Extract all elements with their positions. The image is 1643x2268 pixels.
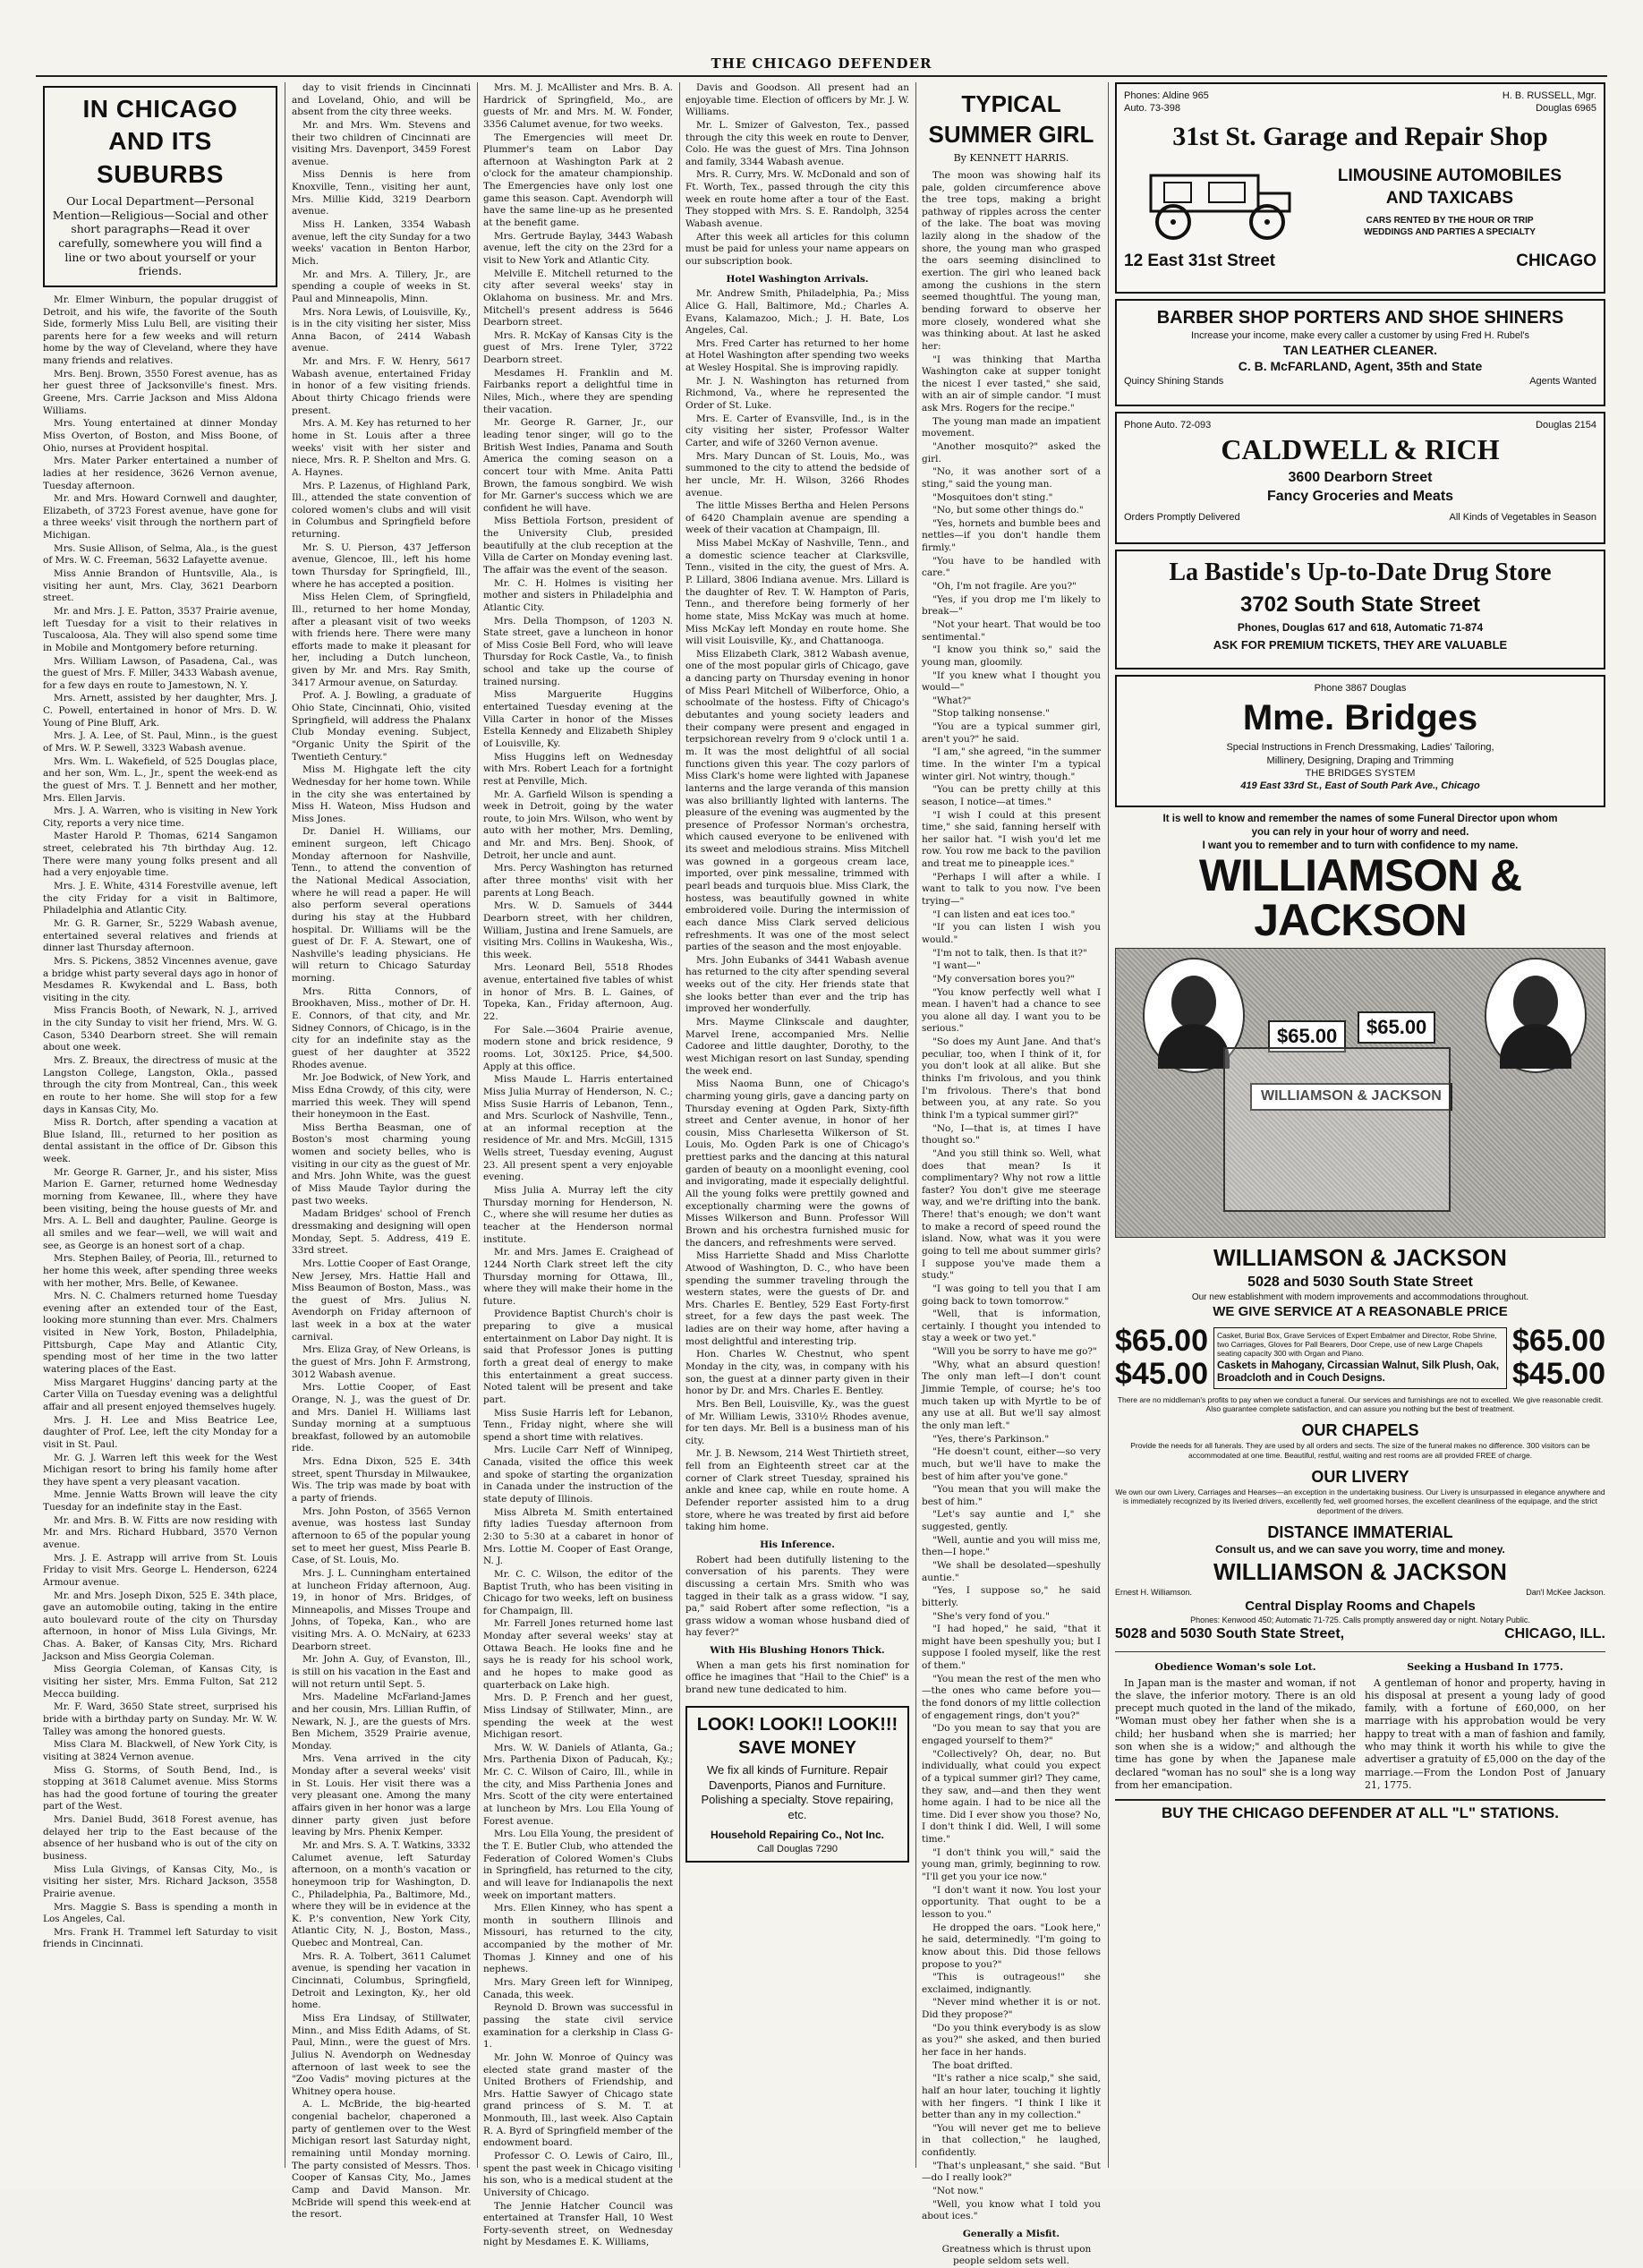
news-paragraph: Mr. George R. Garner, Jr., and his sister, Miss Marion E. Garner, returned home Wednesday morning from Kewanee, Ill., where they have been visiting, being the house guests of Mr. and Mrs. A. L. Bell and daughter, Pauline. George is all smiles and we fear—well, we will wait and see, as George is an honest sort of a chap. (43, 1166, 277, 1251)
news-paragraph: Mrs. Mater Parker entertained a number of ladies at her residence, 3626 Vernon avenue, Tuesday afternoon. (43, 456, 277, 491)
section-subhead: Our Local Department—Personal Mention—Religious—Social and other short paragraphs—Read it over carefully, somewhere you will find a line or two about yourself or your friends. (52, 194, 268, 278)
story-paragraph: "She's very fond of you." (932, 1610, 1050, 1622)
column-1 (43, 82, 277, 2168)
news-paragraph: Mr. Elmer Winburn, the popular druggist of Detroit, and his wife, the favorite of the South Side, formerly Miss Lulu Bell, are visiting their parents here for a few weeks and will return home by the way of Cleveland, where they have many friends and relatives. (43, 294, 277, 367)
column-4-body (685, 82, 909, 269)
news-paragraph: Mrs. Stephen Bailey, of Peoria, Ill., returned to her home this week, after spending three weeks with her mother, Mrs. Belle, of Kewanee. (43, 1253, 277, 1289)
news-paragraph: Mr. and Mrs. Howard Cornwell and daughter, Elizabeth, of 3723 Forest avenue, have gone for a three weeks' visit through the northern part of Michigan. (43, 493, 277, 541)
news-paragraph: Miss Huggins left on Wednesday with Mrs. Robert Leach for a fortnight rest at Penville, Mich. (483, 751, 673, 787)
news-paragraph: Mrs. Gertrude Baylay, 3443 Wabash avenue, left the city on the 23rd for a visit to New York and Atlantic City. (483, 230, 673, 266)
story-paragraph: "Yes, there's Parkinson." (932, 1433, 1050, 1445)
ad-subheadline: SAVE MONEY (738, 1737, 856, 1758)
news-paragraph: Mrs. J. L. Cunningham entertained at luncheon Friday afternoon, Aug. 19, in honor of Mrs. Bridges, of Minneapolis, and Misses Troupe and Johns, of Topeka, Kan., who are visiting Mrs. A. O. McNairy, at 6233 Dearborn street. (292, 1567, 471, 1652)
news-paragraph: Mrs. P. Lazenus, of Highland Park, Ill., attended the state convention of colored women's clubs and will visit in Columbus and Springfield before returning. (292, 480, 471, 541)
wj-intro-3: I want you to remember and to turn with confidence to my name. (1202, 840, 1519, 851)
story-paragraph: "I want—" (932, 960, 981, 972)
story-paragraph: "If you can listen I wish you would." (922, 922, 1101, 945)
labastide-phones: Phones, Douglas 617 and 618, Automatic 71-874 (1237, 620, 1484, 634)
wj-final-city: CHICAGO, ILL. (1504, 1626, 1605, 1642)
news-paragraph: Mrs. J. E. White, 4314 Forestville avenue, left the city Friday for a visit in Baltimore, Philadelphia and Atlantic City. (43, 881, 277, 917)
news-paragraph: Mrs. Ellen Kinney, who has spent a month in southern Illinois and Missouri, has returned to the city, accompanied by the mother of Mr. Thomas J. Kinney and one of his nephews. (483, 1903, 673, 1975)
story-paragraph: "Well, auntie and you will miss me, then—I hope." (922, 1534, 1101, 1558)
news-paragraph: Mr. Farrell Jones returned home last Monday after several weeks' stay at Ottawa Beach. He looks fine and he says he is ready for his school work, and he hopes to make good as quarterback on Lake high. (483, 1618, 673, 1691)
williamson-jackson-ad (1115, 813, 1605, 1644)
masthead: THE CHICAGO DEFENDER (711, 55, 932, 72)
news-paragraph: Madam Bridges' school of French dressmaking and designing will open Monday, Sept. 5. Address, 419 E. 33rd street. (292, 1208, 471, 1257)
garage-line-4: WEDDINGS AND PARTIES A SPECIALTY (1364, 227, 1536, 238)
story-paragraph: "Well, that is information, certainly. I thought you intended to stay a week or two yet." (922, 1309, 1101, 1344)
column-4-body-2 (685, 288, 909, 1534)
news-paragraph: Mrs. Z. Breaux, the directress of music at the Langston College, Langston, Okla., passed through the city from Montreal, Can., this week en route to her home. She will stop for a few days in Kansas City, Mo. (43, 1055, 277, 1115)
news-paragraph: Mrs. Leonard Bell, 5518 Rhodes avenue, entertained five tables of whist in honor of Mrs. B. L. Gaines, of Topeka, Kan., Friday afternoon, Aug. 22. (483, 962, 673, 1023)
bridges-phone: Phone 3867 Douglas (1314, 683, 1407, 694)
barber-shop-ad (1115, 299, 1605, 406)
column-4 (685, 82, 909, 2168)
column-5 (922, 82, 1101, 2267)
wj-intro-1: It is well to know and remember the names of some Funeral Director upon whom (1162, 814, 1558, 824)
garage-city: CHICAGO (1516, 251, 1596, 270)
story-paragraph: "I am," she agreed, "in the summer time. In the winter I'm a typical winter girl. Not wintry, though." (922, 746, 1101, 782)
wj-central: Central Display Rooms and Chapels (1245, 1599, 1476, 1615)
building-sign: WILLIAMSON & JACKSON (1250, 1083, 1452, 1111)
news-paragraph: Mr. and Mrs. James E. Craighead of 1244 North Clark street left the city Thursday morning for Ottawa, Ill., where they will make their home in the future. (483, 1247, 673, 1307)
story-paragraph: "That's unpleasant," she said. "But—do I really look?" (922, 2160, 1101, 2184)
garage-name: 31st St. Garage and Repair Shop (1172, 121, 1548, 151)
news-paragraph: The little Misses Bertha and Helen Persons of 6420 Champlain avenue are spending a week of their vacation at Champaign, Ill. (685, 500, 909, 536)
column-divider (915, 82, 916, 2168)
story-paragraph: "I know you think so," said the young man, gloomily. (922, 644, 1101, 668)
news-paragraph: The Jennie Hatcher Council was entertained at Transfer Hall, 10 West Forty-seventh street, on Wednesday night by Mesdames E. K. Williams, (483, 2200, 673, 2248)
news-paragraph: Mr. Joe Bodwick, of New York, and Miss Edna Crowdy, of this city, were married this week. They will spend their honeymoon in the East. (292, 1072, 471, 1121)
column-2 (292, 82, 471, 2221)
story-title: TYPICAL SUMMER GIRL (928, 90, 1094, 148)
story-paragraph: "And you still think so. Well, what does that mean? Is it complimentary? Why not row a little faster? You don't give me steerage way, and we're drifting into the bank. There! that's enough; we don't want to make a record of speed round the island. Now, what was it you were going to tell me about summer girls? I suppose you've made them a study." (922, 1147, 1101, 1282)
news-paragraph: Davis and Goodson. All present had an enjoyable time. Election of officers by Mr. J. W. Williams. (685, 82, 909, 118)
caldwell-address: 3600 Dearborn Street (1288, 469, 1433, 485)
story-paragraph: "Another mosquito?" asked the girl. (922, 440, 1101, 465)
caldwell-line: Fancy Groceries and Meats (1266, 488, 1454, 504)
news-paragraph: Mr. G. R. Garner, Sr., 5229 Wabash avenue, entertained several relatives and friends at dinner last Thursday afternoon. (43, 917, 277, 954)
news-paragraph: Miss Albreta M. Smith entertained fifty ladies Tuesday afternoon from 2:30 to 5:30 at a cabaret in honor of Mrs. Lottie M. Cooper of East Orange, N. J. (483, 1506, 673, 1567)
wj-name-2: WILLIAMSON & JACKSON (1213, 1243, 1507, 1271)
story-paragraph: The moon was showing half its pale, golden circumference above the tree tops, making a bright pathway of ripples across the center of the lake. The boat was moving lazily along in the shadow of the shore, the young man who grasped the oars seeming disinclined to exertion. The girl who leaned back among the cushions in the stern seemed thoughtful. The young man, bending forward to observe her more closely, wondered what she was thinking about. At last he asked her: (922, 169, 1101, 352)
news-paragraph: Mrs. Benj. Brown, 3550 Forest avenue, has as her guest three of Jacksonville's finest. Mrs. Greene, Mrs. Carrie Jackson and Miss Aldona Williams. (43, 368, 277, 416)
news-paragraph: Mrs. Della Thompson, of 1203 N. State street, gave a luncheon in honor of Miss Cosie Bell Ford, who will leave Thursday for Rock Castle, Va., to finish school and take up the course of trained nursing. (483, 615, 673, 687)
story-paragraph: "Oh, I'm not fragile. Are you?" (932, 581, 1077, 593)
labastide-address: 3702 South State Street (1239, 593, 1481, 618)
news-paragraph: Mrs. R. A. Tolbert, 3611 Calumet avenue, is spending her vacation in Cincinnati, Columbus, Springfield, Detroit and Lexington, Ky., her old home. (292, 1950, 471, 2011)
story-paragraph: The young man made an impatient movement. (922, 415, 1101, 439)
story-paragraph: "I'm not to talk, then. Is that it?" (932, 947, 1087, 959)
price-sign-2: $65.00 (1358, 1011, 1435, 1044)
husband-text: A gentleman of honor and property, having in his disposal at present a young lady of good family, with a fortune of £60,000, on her marriage with his approbation would be very happy to treat with a man of fashion and family, who may think it worth his while to give the advertiser a gratuity of £5,000 on the day of the marriage.—From the London Post of January 21, 1775. (1365, 1676, 1605, 1791)
garage-line-3: CARS RENTED BY THE HOUR OR TRIP (1366, 216, 1534, 226)
news-paragraph: Mrs. Vena arrived in the city Monday after a several weeks' visit in St. Louis. Her visit there was a very pleasant one. Among the many affairs given in her honor was a large dinner party given just before leaving by Mrs. Phenix Kemper. (292, 1753, 471, 1838)
wj-address: 5028 and 5030 South State Street (1247, 1274, 1473, 1290)
wj-note: There are no middleman's profits to pay when we conduct a funeral. Our services and furnishings are not to excelled. We give reasonable credit. Also guarantee complete satisfaction, and can assure you nothing but the best of treatment. (1117, 1394, 1604, 1413)
labastide-ad (1115, 550, 1605, 669)
news-paragraph: Mrs. A. M. Key has returned to her home in St. Louis after a three weeks' visit with her sister and niece, Mrs. R. P. Shelton and Mrs. G. A. Haynes. (292, 418, 471, 478)
barber-line-1: Increase your income, make every caller a customer by using Fred H. Rubel's (1190, 330, 1530, 341)
column-5-body (922, 170, 1101, 2223)
story-paragraph: "I don't want it now. You lost your opportunity. That ought to be a lesson to you." (922, 1884, 1101, 1920)
news-paragraph: Hon. Charles W. Chestnut, who spent Monday in the city, was, in company with his son, the guest at a dinner party given in their honor by Dr. and Mrs. Charles E. Bentley. (685, 1349, 909, 1397)
wj-establishment: Our new establishment with modern improvements and accommodations throughout. (1191, 1292, 1529, 1303)
news-paragraph: Mrs. J. E. Astrapp will arrive from St. Louis Friday to visit Mrs. George L. Henderson, 6224 Armour avenue. (43, 1552, 277, 1588)
news-paragraph: Mrs. J. A. Warren, who is visiting in New York City, reports a very nice time. (43, 806, 277, 829)
story-paragraph: "You can be pretty chilly at this season, I notice—at times." (922, 784, 1101, 807)
news-paragraph: Mr. J. B. Newsom, 214 West Thirtieth street, fell from an Eighteenth street car at the corner of Clark street Tuesday, sprained his ankle and knee cap, while en route home. A Defender reporter assisted him to a drug store, where he was treated by first aid before taking him home. (685, 1448, 909, 1533)
story-paragraph: "Stop talking nonsense." (932, 708, 1050, 720)
story-paragraph: "This is outrageous!" she exclaimed, indignantly. (922, 1972, 1101, 1995)
barber-left: Quincy Shining Stands (1124, 375, 1224, 387)
wj-final-address: 5028 and 5030 South State Street, (1115, 1626, 1345, 1642)
news-paragraph: Miss Bertha Beasman, one of Boston's most charming young women and society belles, who is visiting in our city as the guest of Mr. and Mrs. John White, was the guest of Miss Maude Taylor during the past two weeks. (292, 1121, 471, 1206)
news-paragraph: Miss Susie Harris left for Lebanon, Tenn., Friday night, where she will spend a short time with relatives. (483, 1407, 673, 1443)
news-paragraph: Mrs. Madeline McFarland-James and her cousin, Mrs. Lillian Ruffin, of Newark, N. J., are the guests of Mrs. Ben Michem, 3529 Prairie avenue, Monday. (292, 1692, 471, 1752)
wj-livery-text: We own our own Livery, Carriages and Hearses—an exception in the undertaking business. Our Livery is unsurpassed in elegance anywhere and is immediately recognized by its liveried drivers, excellently fed, well groomed horses, the excellent cleanliness of the equipage, and the strict deportment of the drivers. (1115, 1488, 1605, 1515)
column-divider (477, 82, 478, 2168)
news-paragraph: Mrs. Maggie S. Bass is spending a month in Los Angeles, Cal. (43, 1901, 277, 1925)
story-paragraph: "Yes, I suppose so," he said bitterly. (922, 1585, 1101, 1608)
section-heading: IN CHICAGO AND ITS SUBURBS (82, 95, 238, 188)
news-paragraph: Mrs. John Eubanks of 3441 Wabash avenue has returned to the city after spending several weeks out of the city. Her friends state that she looks better than ever and the trip has improved her wonderfully. (685, 954, 909, 1015)
furniture-repair-ad (685, 1706, 909, 1863)
news-paragraph: Mrs. N. C. Chalmers returned home Tuesday evening after an extended tour of the East, looking more stunning than ever. Mrs. Chalmers visited in New York, Boston, Philadelphia, Pittsburgh, Cape May and Atlantic City, spending most of her time in the two latter watering places of the East. (43, 1291, 277, 1376)
wj-chapels-text: Provide the needs for all funerals. They are used by all orders and sects. The size of the funeral makes no difference. 300 visitors can be accommodated at one time. Beautiful, restful, waiting and rest rooms are all provided FREE of charge. (1130, 1441, 1590, 1460)
news-paragraph: Mrs. J. H. Lee and Miss Beatrice Lee, daughter of Prof. Lee, left the city Monday for a visit in St. Paul. (43, 1414, 277, 1450)
wj-price-3: $65.00 (1512, 1323, 1605, 1358)
story-paragraph: "I was thinking that Martha Washington cake at supper tonight the nicest I ever tasted," she said, with an air of simple candor. "I must ask Mrs. Rogers for the recipe." (922, 354, 1101, 414)
news-paragraph: Mr. John A. Guy, of Evanston, Ill., is still on his vacation in the East and will not return until Sept. 5. (292, 1654, 471, 1690)
news-paragraph: Miss Lula Givings, of Kansas City, Mo., is visiting her sister, Mrs. Richard Jackson, 3558 Prairie avenue. (43, 1863, 277, 1899)
news-paragraph: Mrs. R. Curry, Mrs. W. McDonald and son of Ft. Worth, Tex., passed through the city this week en route home after a tour of the East. They stopped with Mrs. S. E. Randolph, 3254 Wabash avenue. (685, 169, 909, 230)
news-paragraph: Miss Harriette Shadd and Miss Charlotte Atwood of Washington, D. C., who have been spending the summer traveling through the western states, were the guests of Dr. and Mrs. Charles E. Bentley, 529 East Forty-first street, for a few days the past week. The ladies are on their way home, after having a most delightful and interesting trip. (685, 1250, 909, 1347)
masthead-rule (36, 75, 1607, 77)
news-paragraph: Mrs. Mayme Clinkscale and daughter, Marvel Irene, accompanied Mrs. Nellie Cadoree and little daughter, Dorothy, to the west Michigan resort on last Sunday, spending the week end. (685, 1017, 909, 1077)
column-4-body-3 (685, 1555, 909, 1640)
news-paragraph: Mrs. R. McKay of Kansas City is the guest of Mrs. Irene Tyler, 3722 Dearborn street. (483, 329, 673, 366)
news-paragraph: Mr. C. H. Holmes is visiting her mother and sisters in Philadelphia and Atlantic City. (483, 577, 673, 613)
news-paragraph: Mrs. W. D. Samuels of 3444 Dearborn street, with her children, William, Justina and Irene Samuels, are visiting Mrs. Collins in Waukesha, Wis., this week. (483, 900, 673, 960)
news-paragraph: Mr. Andrew Smith, Philadelphia, Pa.; Miss Alice G. Hall, Baltimore, Md.; Charles A. Evans, Kalamazoo, Mich.; J. H. Bate, Los Angeles, Cal. (685, 288, 909, 337)
price-sign-1: $65.00 (1268, 1020, 1346, 1053)
wj-headline: WILLIAMSON & JACKSON (1198, 849, 1522, 945)
column-3 (483, 82, 673, 2248)
news-paragraph: The Emergencies will meet Dr. Plummer's team on Labor Day afternoon at Washington Park at 2 o'clock for the amateur championship. The Emergencies have only lost one game this season. Capt. Avendorph will have the same line-up as he presented at the benefit game. (483, 132, 673, 229)
automobile-illustration (1124, 158, 1303, 247)
caldwell-left: Orders Promptly Delivered (1124, 512, 1240, 524)
story-paragraph: "I can listen and eat ices too." (932, 908, 1076, 920)
building (1223, 1047, 1451, 1212)
wj-signature-right: Dan'l McKee Jackson. (1526, 1587, 1605, 1597)
story-paragraph: "I don't think you will," said the young man, grimly, beginning to row. "I'll get you your ice now." (922, 1846, 1101, 1883)
story-paragraph: "What?" (932, 695, 972, 706)
news-paragraph: Mr. J. N. Washington has returned from Richmond, Va., where he represented the Order of St. Luke. (685, 375, 909, 412)
news-paragraph: Professor C. O. Lewis of Cairo, Ill., spent the past week in Chicago visiting his son, who is a medical student at the University of Chicago. (483, 2150, 673, 2198)
wj-price-1: $65.00 (1115, 1323, 1208, 1358)
story-paragraph: "Well, you know what I told you about ices." (922, 2198, 1101, 2222)
news-paragraph: Mr. and Mrs. B. W. Fitts are now residing with Mr. and Mrs. Richard Hubbard, 3570 Vernon avenue. (43, 1514, 277, 1550)
story-paragraph: "He doesn't count, either—so very much, but we'll have to make the best of him after you've gone." (922, 1446, 1101, 1482)
news-paragraph: Providence Baptist Church's choir is preparing to give a musical entertainment on Labor Day night. It is said that Professor Jones is putting forth a great deal of energy to make this entertainment a great success. Noted talent will be present and take part. (483, 1309, 673, 1405)
story-paragraph: "If you knew what I thought you would—" (922, 669, 1101, 694)
news-paragraph: Mrs. Young entertained at dinner Monday Miss Overton, of Boston, and Miss Boone, of Ohio, nurses at Provident hospital. (43, 418, 277, 454)
column-divider (1108, 82, 1109, 2168)
news-paragraph: Mme. Jennie Watts Brown will leave the city Tuesday for an indefinite stay in the East. (43, 1489, 277, 1513)
news-paragraph: Mr. and Mrs. Joseph Dixon, 525 E. 34th place, gave an automobile outing, taking in the entire auto boulevard route of the city on Thursday afternoon, in honor of Miss Lula Givings, Mr. Chas. A. Baker, of Kansas City, Mrs. Richard Jackson and Miss Georgia Coleman. (43, 1590, 277, 1662)
wj-price-4: $45.00 (1512, 1357, 1605, 1392)
ad-headline: LOOK! LOOK!! LOOK!!! (696, 1714, 898, 1735)
news-paragraph: Master Harold P. Thomas, 6214 Sangamon street, celebrated his 7th birthday Aug. 12. There were many young folks present and all had a very enjoyable time. (43, 831, 277, 879)
bridges-address: 419 East 33rd St., East of South Park Ave., Chicago (1240, 780, 1480, 792)
news-paragraph: Dr. Daniel H. Williams, our eminent surgeon, left Chicago Monday afternoon for Nashville, Tenn., to attend the convention of the National Medical Association, where he will read a paper. He will also perform several operations during his stay at the Hubbard hospital. Dr. Williams will be the guest of Dr. F. A. Stewart, one of Nashville's leading physicians. He will return to Chicago Saturday morning. (292, 826, 471, 985)
news-paragraph: A. L. McBride, the big-hearted congenial bachelor, chaperoned a party of gentlemen over to the West Michigan resort last Saturday night, remaining until Monday morning. The party consisted of Messrs. Thos. Cooper of Kansas City, Mo., James Camp and David Manson. Mr. McBride will spend this week-end at the resort. (292, 2099, 471, 2221)
news-paragraph: Mr. George R. Garner, Jr., our leading tenor singer, will go to the British West Indies, Panama and South America the coming season on a concert tour with Mme. Anita Patti Brown, the famous songbird. We wish for Mr. Garner's success which we are confident he will have. (483, 417, 673, 514)
wj-signature-left: Ernest H. Williamson. (1115, 1587, 1193, 1597)
news-paragraph: Miss Francis Booth, of Newark, N. J., arrived in the city Sunday to visit her friend, Mrs. W. G. Cason, 5340 Dearborn street. She will remain about one week. (43, 1005, 277, 1053)
column-2-body (292, 82, 471, 2221)
ad-body: We fix all kinds of Furniture. Repair Davenports, Pianos and Furniture. Polishing a specialty. Stove repairing, etc. (701, 1762, 894, 1822)
obedience-item (1115, 1656, 1356, 1792)
news-paragraph: Miss Maude L. Harris entertained Miss Julia Murray of Henderson, N. C.; Miss Susie Harris of Lebanon, Tenn., and Mrs. Scurlock of Nashville, Tenn., at an informal reception at the residence of Mr. and Mrs. McGill, 1315 Wells street, Tuesday evening, August 23. All present spent a very enjoyable evening. (483, 1074, 673, 1183)
story-paragraph: "No, it was another sort of a sting," said the young man. (922, 466, 1101, 490)
news-paragraph: Prof. A. J. Bowling, a graduate of Ohio State, Cincinnati, Ohio, visited Springfield, will address the Phalanx Club Monday evening. Subject, "Organic Unity the Spirit of the Twentieth Century." (292, 690, 471, 763)
news-paragraph: Miss Bettiola Fortson, president of the University Club, presided beautifully at the club reception at the Villa de Carter on Monday evening last. The affair was the event of the season. (483, 516, 673, 576)
story-paragraph: "It's rather a nice scalp," she said, half an hour later, touching it lightly with her fingers. "I think I like it better than any in my collection." (922, 2073, 1101, 2121)
garage-line-1: LIMOUSINE AUTOMOBILES (1337, 166, 1562, 185)
bridges-name: Mme. Bridges (1242, 698, 1478, 738)
story-paragraph: "Never mind whether it is or not. Did they propose?" (922, 1997, 1101, 2021)
subhead-inference: His Inference. (760, 1539, 835, 1550)
caldwell-phone-right: Douglas 2154 (1536, 420, 1596, 431)
labastide-line: ASK FOR PREMIUM TICKETS, THEY ARE VALUABLE (1213, 638, 1508, 652)
news-paragraph: Mrs. Ben Bell, Louisville, Ky., was the guest of Mr. William Lewis, 3310½ Rhodes avenue, for ten days. Mr. Bell is a business man of his city. (685, 1398, 909, 1446)
news-paragraph: Miss Georgia Coleman, of Kansas City, is visiting her sister, Mrs. Emma Fulton, Sat 212 Mecca building. (43, 1664, 277, 1700)
wj-name-3: WILLIAMSON & JACKSON (1213, 1557, 1507, 1585)
column-4-body-4 (685, 1660, 909, 1697)
labastide-name: La Bastide's Up-to-Date Drug Store (1169, 558, 1552, 586)
news-paragraph: Mrs. Eliza Gray, of New Orleans, is the guest of Mrs. John F. Armstrong, 3012 Wabash avenue. (292, 1344, 471, 1380)
news-paragraph: Mr. A. Garfield Wilson is spending a week in Detroit, going by the water route, to join Mrs. Wilson, who went by auto with her mother, Mrs. Demling, and Mr. and Mrs. Benj. Shook, of Detroit, her uncle and aunt. (483, 789, 673, 861)
subhead-misfit: Generally a Misfit. (962, 2228, 1060, 2239)
news-paragraph: Mrs. Lou Ella Young, the president of the T. E. Butler Club, who attended the Federation of Colored Women's Clubs in Springfield, has returned to the city, and will leave for Indianapolis the next week on important matters. (483, 1829, 673, 1901)
news-paragraph: After this week all articles for this column must be paid for unless your name appears on our subscription book. (685, 231, 909, 267)
portrait-jackson (1485, 958, 1587, 1073)
ads-column (1115, 82, 1605, 2168)
news-paragraph: Mrs. Arnett, assisted by her daughter, Mrs. J. C. Powell, entertained in honor of Mrs. D. W. Young of Pine Bluff, Ark. (43, 693, 277, 729)
story-paragraph: "No, I—that is, at times I have thought so." (922, 1122, 1101, 1147)
story-paragraph: "Do you think everybody is as slow as you?" she asked, and then buried her face in her hands. (922, 2022, 1101, 2058)
story-paragraph: "You will never get me to believe in that collection," he laughed, confidently. (922, 2122, 1101, 2159)
story-paragraph: "You mean the rest of the men who—the ones who came before you—the fond donors of my little collection of engagement rings, don't you?" (922, 1673, 1101, 1721)
garage-address: 12 East 31st Street (1124, 251, 1275, 270)
wj-phones: Phones: Kenwood 450; Automatic 71-725. Calls promptly answered day or night. Notary Public. (1190, 1615, 1530, 1624)
story-paragraph: "You are a typical summer girl, aren't you?" he said. (922, 721, 1101, 745)
news-paragraph: Mrs. Lottie Cooper, of East Orange, N. J., was the guest of Dr. and Mrs. Daniel H. Williams last Sunday morning at a sumptuous breakfast, followed by an automobile ride. (292, 1382, 471, 1454)
news-paragraph: Mrs. W. W. Daniels of Atlanta, Ga.; Mrs. Parthenia Dixon of Paducah, Ky.; Mr. C. C. Wilson of Cairo, Ill., while in the city, and Miss Parthenia Jones and Mrs. Scott of the city were entertained at luncheon by Mrs. Lou Ella Young of Forest avenue. (483, 1742, 673, 1827)
ad-company: Household Repairing Co., Not Inc. (710, 1829, 884, 1842)
news-paragraph: Mr. and Mrs. F. W. Henry, 5617 Wabash avenue, entertained Friday in honor of a few visiting friends. About thirty Chicago friends were present. (292, 356, 471, 416)
barber-line-2: TAN LEATHER CLEANER. (1282, 343, 1438, 358)
husband-item (1365, 1656, 1605, 1792)
news-paragraph: Mr. and Mrs. J. E. Patton, 3537 Prairie avenue, left Tuesday for a visit to their relatives in Tuscaloosa, Ala. They will also spend some time in Mobile and Montgomery before returning. (43, 605, 277, 653)
story-paragraph: "I was going to tell you that I am going back to town tomorrow." (922, 1283, 1101, 1307)
news-paragraph: Miss Dennis is here from Knoxville, Tenn., visiting her aunt, Mrs. Millie Kidd, 3219 Dearborn avenue. (292, 169, 471, 217)
section-header-box (43, 86, 277, 287)
story-paragraph: "No, but some other things do." (932, 505, 1084, 516)
news-paragraph: Mrs. Edna Dixon, 525 E. 34th street, spent Thursday in Milwaukee, Wis. The trip was made by boat with a party of friends. (292, 1456, 471, 1505)
story-paragraph: "Mosquitoes don't sting." (932, 491, 1053, 503)
bridges-line-2: Millinery, Designing, Draping and Trimming (1266, 755, 1454, 766)
news-paragraph: Mr. S. U. Pierson, 437 Jefferson avenue, Glencoe, Ill., left his home town Thursday for Springfield, Ill., where he has accepted a position. (292, 541, 471, 590)
story-paragraph: "I had hoped," he said, "that it might have been speshully you; but I suppose I fooled myself, like the rest of them." (922, 1624, 1101, 1672)
footer-slogan: BUY THE CHICAGO DEFENDER AT ALL "L" STATIONS. (1115, 1799, 1605, 1823)
barber-headline: BARBER SHOP PORTERS AND SHOE SHINERS (1156, 308, 1564, 328)
caldwell-phone-left: Phone Auto. 72-093 (1124, 420, 1212, 431)
news-paragraph: Miss Naoma Bunn, one of Chicago's charming young girls, gave a dancing party on Thursday evening at Ogden Park, Sixty-fifth street and Center avenue, in honor of her cousin, Miss Charlesetta Wilkerson of St. Louis, Mo. Ogden Park is one of Chicago's prettiest parks and the dancing at this natural garden of beauty on a moonlight evening, cool and invigorating, made it especially delightful. All the young folks were prettily gowned and exceptionally charming were the gowns of Misses Wilkerson and Bunn. Professor Will Brown and his orchestra furnished music for the dancers, and refreshments were served. (685, 1079, 909, 1249)
husband-title: Seeking a Husband In 1775. (1407, 1661, 1563, 1674)
news-paragraph: Mrs. Mary Duncan of St. Louis, Mo., was summoned to the city to attend the bedside of her uncle, Mr. H. Wilson, 3266 Rhodes avenue. (685, 450, 909, 499)
news-paragraph: Mrs. Fred Carter has returned to her home at Hotel Washington after spending two weeks at Wesley Hospital. She is improving rapidly. (685, 337, 909, 374)
news-paragraph: Melville E. Mitchell returned to the city after several weeks' stay in Oklahoma on business. Mr. and Mrs. Mitchell's present address is 5646 Dearborn street. (483, 268, 673, 328)
news-paragraph: Mrs. S. Pickens, 3852 Vincennes avenue, gave a bridge whist party several days ago in honor of Mesdames R. Kwykendal and L. Bass, both visiting in the city. (43, 955, 277, 1003)
news-paragraph: Mrs. J. A. Lee, of St. Paul, Minn., is the guest of Mrs. W. P. Sewell, 3323 Wabash avenue. (43, 730, 277, 754)
news-paragraph: Miss Julia A. Murray left the city Thursday morning for Henderson, N. C., where she will resume her duties as teacher at the Henderson normal institute. (483, 1185, 673, 1245)
story-paragraph: "Perhaps I will after a while. I want to talk to you now. I've been trying—" (922, 871, 1101, 908)
bridges-line-1: Special Instructions in French Dressmaking, Ladies' Tailoring, (1226, 742, 1494, 754)
story-paragraph: "Do you mean to say that you are engaged yourself to them?" (922, 1723, 1101, 1746)
story-paragraph: "Yes, hornets and bumble bees and nettles—if you don't handle them firmly." (922, 517, 1101, 554)
news-paragraph: Mrs. John Poston, of 3565 Vernon avenue, was hostess last Sunday afternoon to 65 of the popular young set to meet her guest, Miss Pearle B. Case, of St. Louis, Mo. (292, 1505, 471, 1566)
news-paragraph: Mrs. D. P. French and her guest, Miss Lindsay of Stillwater, Minn., are spending the week at the west Michigan resort. (483, 1692, 673, 1741)
story-paragraph: "Not now." (932, 2186, 983, 2197)
news-paragraph: Miss Annie Brandon of Huntsville, Ala., is visiting her aunt, Mrs. Clay, 3621 Dearborn street. (43, 568, 277, 604)
news-paragraph: Mrs. Wm. L. Wakefield, of 525 Douglas place, and her son, Wm. L., Jr., spent the week-end as the guest of Mrs. T. J. Bennett and her mother, Mrs. Ellen Jarvis. (43, 755, 277, 804)
subhead-hotel: Hotel Washington Arrivals. (726, 273, 869, 285)
news-paragraph: Mr. and Mrs. A. Tillery, Jr., are spending a couple of weeks in St. Paul and Minneapolis, Minn. (292, 269, 471, 304)
news-paragraph: Miss Clara M. Blackwell, of New York City, is visiting at 3824 Vernon avenue. (43, 1739, 277, 1762)
story-paragraph: He dropped the oars. "Look here," he said, determinedly. "I'm going to know about this. Did those fellows propose to you?" (922, 1922, 1101, 1970)
news-paragraph: Mrs. Nora Lewis, of Louisville, Ky., is in the city visiting her sister, Miss Anna Bacon, of 2414 Wabash avenue. (292, 306, 471, 354)
news-paragraph: Mr. John W. Monroe of Quincy was elected state grand master of the United Brothers of Friendship, and Mrs. Hattie Sawyer of Chicago state grand princess of S. M. T. at Monmouth, Ill., last week. Also Captain R. A. Byrd of Springfield member of the endowment board. (483, 2051, 673, 2149)
wj-chapels: OUR CHAPELS (1301, 1421, 1419, 1440)
caldwell-name: CALDWELL & RICH (1221, 433, 1500, 466)
obedience-title: Obedience Woman's sole Lot. (1154, 1661, 1316, 1674)
news-paragraph: Mrs. Daniel Budd, 3618 Forest avenue, has delayed her trip to the East because of the absence of her husband who is out of the city on business. (43, 1814, 277, 1862)
bridges-line-3: THE BRIDGES SYSTEM (1305, 767, 1416, 779)
caldwell-right: All Kinds of Vegetables in Season (1449, 512, 1596, 524)
garage-manager: H. B. RUSSELL, Mgr. Douglas 6965 (1502, 90, 1596, 115)
ad-phone: Call Douglas 7290 (757, 1843, 838, 1854)
story-paragraph: "You mean that you will make the best of him." (922, 1484, 1101, 1507)
news-paragraph: Miss M. Highgate left the city Wednesday for her home town. While in the city she was entertained by Miss H. Wateon, Miss Hudson and Miss Jones. (292, 764, 471, 824)
wj-service: WE GIVE SERVICE AT A REASONABLE PRICE (1213, 1304, 1508, 1320)
barber-line-3: C. B. McFARLAND, Agent, 35th and State (1238, 359, 1483, 374)
wj-livery: OUR LIVERY (1311, 1467, 1409, 1486)
story-paragraph: "Collectively? Oh, dear, no. But individually, what could you expect of a typical summer girl? They came, they saw, and—and then they went home again. I had to be nice all the time. Did I ever show you those? No, I don't think I did. Well, I will some time." (922, 1748, 1101, 1846)
news-paragraph: Mrs. William Lawson, of Pasadena, Cal., was the guest of Mrs. F. Miller, 3433 Wabash avenue, for a few days en route to Jamestown, N. Y. (43, 655, 277, 691)
story-paragraph: "You have to be handled with care." (922, 555, 1101, 579)
story-paragraph: "I wish I could at this present time," she said, fanning herself with her sailor hat. "I wish you'd let me row. You row me back to the pavilion and treat me to pineapple ices." (922, 809, 1101, 870)
news-paragraph: Mrs. Ritta Connors, of Brookhaven, Miss., mother of Dr. H. E. Connors, of that city, and Mr. Sidney Connors, of Chicago, is in the city for an indefinite stay as the guest of her daughter at 3522 Rhodes avenue. (292, 985, 471, 1070)
news-paragraph: Miss Elizabeth Clark, 3812 Wabash avenue, one of the most popular girls of Chicago, gave a dancing party on Thursday evening in honor of Miss Pearl Mitchell of Wilberforce, Ohio, a schoolmate of the hostess. Fifty of Chicago's debutantes and young society leaders and their company were present and engaged in terpsichorean revelry from 9 o'clock until 1 a. m. It was the most delightful of all social functions given this year. The cozy parlors of Miss Clark's home were lighted with Japanese lanterns and the large veranda of this mansion was also brilliantly lighted with lanterns. The pleasure of the evening was augmented by the presence of Professor Norman's orchestra, which caused everyone to be enlivened with its sweet and melodious strains. Miss Mitchell was gowned in a gorgeous cream lace, imported, over pink messaline, trimmed with pearl beads and turquois blue. Miss Clark, the hostess, was beautifully gowned in white embroidered voile. During the intermission of each dance Miss Clark served delicious refreshments. It was one of the most select parties of the season and the most enjoyable. (685, 648, 909, 953)
wj-consult: Consult us, and we can save you worry, time and money. (1215, 1543, 1505, 1556)
news-paragraph: Mesdames H. Franklin and M. Fairbanks report a delightful time in Niles, Mich., where they are spending their vacation. (483, 367, 673, 415)
story-byline: By KENNETT HARRIS. (953, 151, 1069, 164)
news-paragraph: When a man gets his first nomination for office he imagines that "Hail to the Chief" is a brand new tune dedicated to him. (685, 1659, 909, 1695)
bridges-ad (1115, 675, 1605, 807)
misfit-text: Greatness which is thrust upon people seldom sets well. (941, 2243, 1092, 2267)
news-paragraph: For Sale.—3604 Prairie avenue, modern stone and brick residence, 9 rooms. Lot, 30x125. Price, $4,500. Apply at this office. (483, 1024, 673, 1072)
news-paragraph: Mr. G. J. Warren left this week for the West Michigan resort to bring his family home after they have spent a very pleasant vacation. (43, 1452, 277, 1488)
column-3-body (483, 82, 673, 2249)
wj-desc-2: Caskets in Mahogany, Circassian Walnut, Silk Plush, Oak, Broadcloth and in Couch Designs. (1217, 1360, 1500, 1385)
news-paragraph: Mrs. Lottie Cooper of East Orange, New Jersey, Mrs. Hattie Hall and Miss Beaumon of Boston, Mass., was the guest of Mrs. Julius N. Avendorph on Friday afternoon of last week in a box at the water carnival. (292, 1258, 471, 1343)
news-paragraph: Mrs. Lucile Carr Neff of Winnipeg, Canada, visited the office this week and spoke of starting the organization in Canada under the instruction of the state deputy of Illinois. (483, 1445, 673, 1505)
garage-ad (1115, 82, 1605, 294)
story-paragraph: "My conversation bores you?" (932, 973, 1076, 985)
subhead-honors: With His Blushing Honors Thick. (710, 1645, 885, 1657)
story-paragraph: "Not your heart. That would be too sentimental." (922, 618, 1101, 643)
news-paragraph: Mrs. M. J. McAllister and Mrs. B. A. Hardrick of Springfield, Mo., are guests of Mr. and Mrs. M. W. Fonder, 3356 Calumet avenue, for two weeks. (483, 82, 673, 130)
story-paragraph: "We shall be desolated—speshully auntie." (922, 1560, 1101, 1583)
caldwell-rich-ad (1115, 412, 1605, 544)
column-1-body (43, 294, 277, 1951)
news-paragraph: Miss Marguerite Huggins entertained Tuesday evening at the Villa Carter in honor of the Misses Estella Kennedy and Elizabeth Shipley of Louisville, Ky. (483, 689, 673, 749)
obedience-text: In Japan man is the master and woman, if not the slave, the inferior motory. There is an old precept much quoted in the land of the mikado, "Woman must obey her father when she is a child; her husband when she is married; her son when she is a widow;" and although the time has gone by when the Japanese male declared "woman has no soul" she is a long way from her emancipation. (1115, 1676, 1356, 1791)
news-paragraph: Miss Margaret Huggins' dancing party at the Carter Villa on Tuesday evening was a delightful affair and all present enjoyed themselves hugely. (43, 1377, 277, 1412)
news-paragraph: Miss Helen Clem, of Springfield, Ill., returned to her home Monday, after a pleasant visit of two weeks with friends here. There were many efforts made to make it pleasant for her, including a Dutch luncheon, given by Mr. and Mrs. Ray Smith, 3417 Armour avenue, on Saturday. (292, 592, 471, 688)
story-paragraph: "You know perfectly well what I mean. I haven't had a chance to see you alone all day. I want you to be serious." (922, 986, 1101, 1035)
story-paragraph: "So does my Aunt Jane. And that's peculiar, too, when I think of it, for you don't look at all alike. But she thinks I'm frivolous, and you think I'm frivolous. There's that bond between you, at any rate. So you think I'm a typical summer girl?" (922, 1036, 1101, 1121)
news-paragraph: Mr. L. Smizer of Galveston, Tex., passed through the city this week en route to Denver, Colo. He was the guest of Mrs. Tina Johnson and family, 3344 Wabash avenue. (685, 119, 909, 167)
barber-right: Agents Wanted (1529, 375, 1596, 387)
garage-phones: Phones: Aldine 965 Auto. 73-398 (1124, 90, 1209, 115)
news-paragraph: Mrs. E. Carter of Evansville, Ind., is in the city visiting her sister, Professor Walter Carter, and wife of 3260 Vernon avenue. (685, 413, 909, 448)
story-paragraph: "Let's say auntie and I," she suggested, gently. (922, 1509, 1101, 1533)
wj-price-2: $45.00 (1115, 1357, 1208, 1392)
garage-line-2: AND TAXICABS (1385, 188, 1514, 208)
news-paragraph: Mr. F. Ward, 3650 State street, surprised his bride with a birthday party on Sunday. Mr. W. W. Talley was among the honored guests. (43, 1701, 277, 1737)
news-paragraph: Miss Mabel McKay of Nashville, Tenn., and a domestic science teacher at Clarksville, Tenn., visited in the city, the guest of Mrs. A. P. Lillard, 3806 Indiana avenue. Mrs. Lillard is the daughter of Rev. T. W. Hampton of Paris, Tenn., and therefore being formerly of her home state, Miss McKay was much at home. Miss McKay left Monday en route home. She will visit Louisville, Ky., and Chattanooga. (685, 538, 909, 647)
news-paragraph: Miss G. Storms, of South Bend, Ind., is stopping at 3618 Calumet avenue. Miss Storms has had the good fortune of touring the greater part of the West. (43, 1764, 277, 1812)
news-paragraph: Miss R. Dortch, after spending a vacation at Blue Island, Ill., returned to her position as dental assistant in the office of Dr. Gibson this week. (43, 1117, 277, 1165)
news-paragraph: Mrs. Mary Green left for Winnipeg, Canada, this week. (483, 1977, 673, 2000)
news-paragraph: Mr. and Mrs. Wm. Stevens and their two children of Cincinnati are visiting Mrs. Davenport, 3459 Forest avenue. (292, 119, 471, 167)
news-paragraph: Mrs. Percy Washington has returned after three months' visit with her parents at Long Beach. (483, 863, 673, 899)
story-paragraph: "Yes, if you drop me I'm likely to break—" (922, 593, 1101, 618)
news-paragraph: day to visit friends in Cincinnati and Loveland, Ohio, and will be absent from the city three weeks. (292, 82, 471, 118)
story-paragraph: "Why, what an absurd question! The only man left—I don't count Jimmie Temple, of course; he's too much taken up with Myrtle to be of any use at all. But we'll say almost the only man left." (922, 1359, 1101, 1431)
story-paragraph: "Will you be sorry to have me go?" (932, 1346, 1097, 1358)
news-paragraph: Mr. and Mrs. S. A. T. Watkins, 3332 Calumet avenue, left Saturday afternoon, on a month's vacation or honeymoon trip for Washington, D. C., Philadelphia, Pa., Baltimore, Md., where they will be in evidence at the K. P.'s convention, New York City, Atlantic City, N. J., Boston, Mass., Quebec and Montreal, Can. (292, 1839, 471, 1949)
wj-intro-2: you can rely in your hour of worry and need. (1251, 826, 1469, 838)
news-paragraph: Mrs. Susie Allison, of Selma, Ala., is the guest of Mrs. W. C. Freeman, 5632 Lafayette avenue. (43, 542, 277, 567)
news-paragraph: Miss Era Lindsay, of Stillwater, Minn., and Miss Edith Adams, of St. Paul, Minn., were the guest of Mrs. Julius N. Avendorph on Wednesday afternoon of last week to see the "Zoo Vadis" moving pictures at the Whitney opera house. (292, 2012, 471, 2097)
wj-desc-1: Casket, Burial Box, Grave Services of Expert Embalmer and Director, Robe Shrine, two Carriages, Gloves for Pall Bearers, Door Crepe, use of new Large Chapels seating capacity 300 with Organ and Piano. (1217, 1330, 1497, 1359)
news-paragraph: Mr. C. C. Wilson, the editor of the Baptist Truth, who has been visiting in Chicago for two weeks, left on business for Champaign, Ill. (483, 1568, 673, 1616)
news-paragraph: Miss H. Lanken, 3354 Wabash avenue, left the city Sunday for a two weeks' vacation in Benton Harbor, Mich. (292, 219, 471, 267)
column-divider (679, 82, 680, 2168)
news-paragraph: Mrs. Frank H. Trammel left Saturday to visit friends in Cincinnati. (43, 1926, 277, 1950)
wj-distance: DISTANCE IMMATERIAL (1267, 1522, 1453, 1541)
wj-storefront-photo (1115, 948, 1605, 1238)
news-paragraph: Robert had been dutifully listening to the conversation of his parents. They were discussing a certain Mrs. Smith who was tagged in their talk as a grass widow. "I say, pa," said Robert after some reflection, "is a grass widow a woman whose husband died of hay fever?" (685, 1554, 909, 1639)
news-paragraph: Reynold D. Brown was successful in passing the state civil service examination for a clerkship in Class G-1. (483, 2002, 673, 2051)
story-paragraph: The boat drifted. (932, 2059, 1013, 2071)
